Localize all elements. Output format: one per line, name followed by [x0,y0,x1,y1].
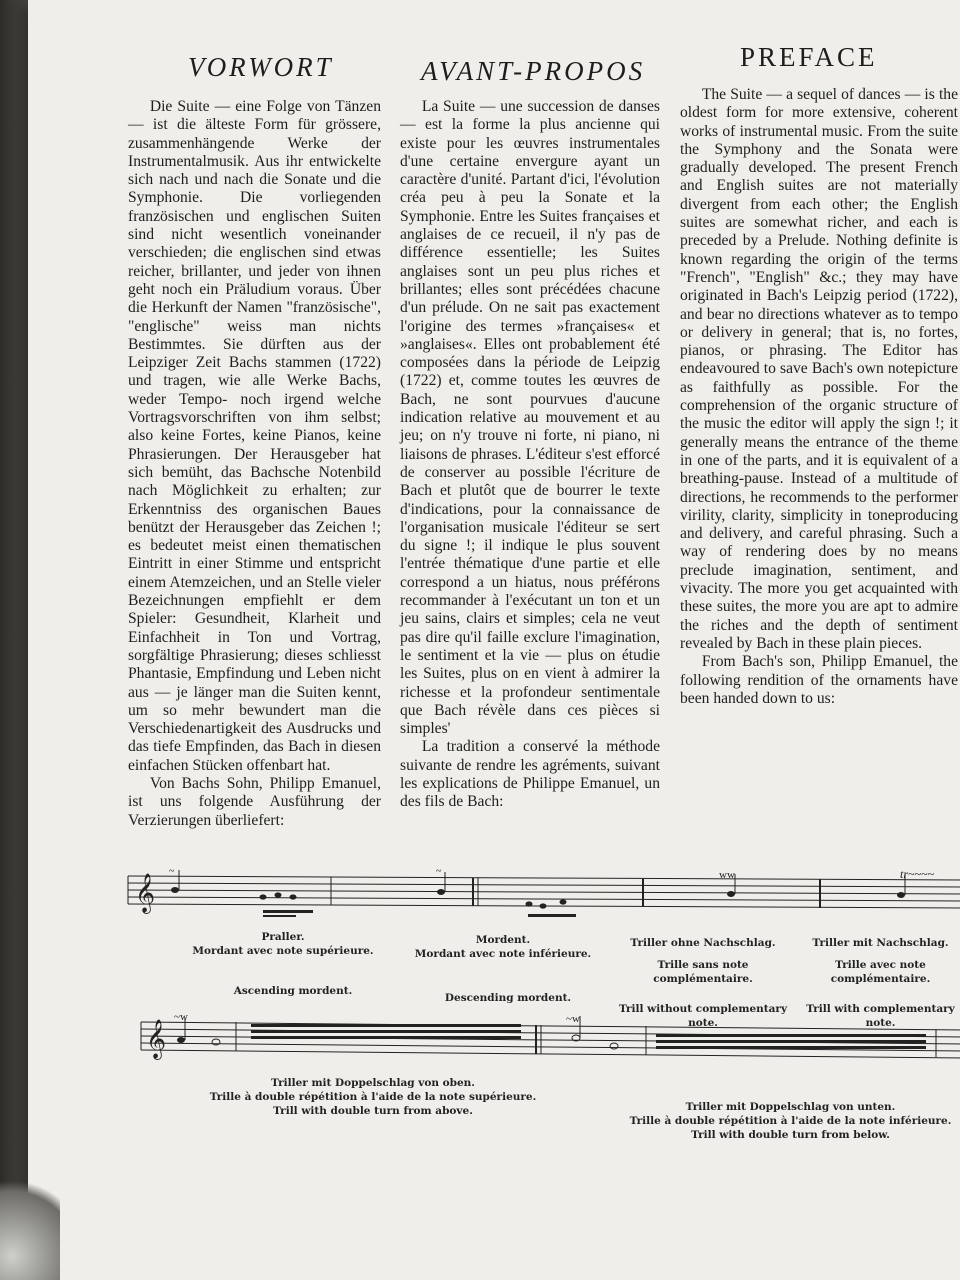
caption-trill-turn-below [618,1100,960,1142]
french-column [400,98,660,812]
caption-ascending-mordent: Ascending mordent. [233,985,353,997]
caption-praller [168,930,398,958]
german-paragraph-1: Die Suite — eine Folge von Tänzen — ist die älteste Form für grössere, zusammenhängende Werke der Instrumentalmusik. Aus ihr entwickelte sich nach und nach die Sonate und die Symphonie. Die vorliegenden französischen und englischen Suiten sind nicht wesentlich voneinander verschieden; die englischen sind etwas reicher, brillanter, und jeder von ihnen geht noch ein Präludium voraus. Über die Herkunft der Namen "französische", "englische" weiss man nichts Bestimmtes. Sie dürften aus der Leipziger Zeit Bachs stammen (1722) und tragen, wie alle Werke Bachs, weder Tempo- noch irgend welche Vortragsvorschriften von ihm selbst; also keine Fortes, keine Pianos, keine Phrasierungen. Der Herausgeber hat sich bemüht, das Bachsche Notenbild nach Möglichkeit zu erhalten; zur Erkenntniss des organischen Baues benützt der Herausgeber das Zeichen !; es bedeutet meist einen thematischen Eintritt in einer Stimme und entspricht einem Atemzeichen, und an Stelle vieler Bezeichnungen empfiehlt er dem Spieler: Gesundheit, Klarheit und Einfachheit in Ton und Vortrag, sorgfältige Phrasierung; dieses schliesst Phantasie, Empfindung und Leben nicht aus — je länger man die Suiten kennt, um so mehr bewundert man die Verschiedenartigkeit des Ausdrucks und das tiefe Empfinden, das Bach in diesen einfachen Stücken offenbart hat. [128,98,381,774]
heading-german: VORWORT [188,52,334,82]
ornament-staff-row-1 [123,862,960,922]
english-paragraph-1: The Suite — a sequel of dances — is the oldest form for more extensive, coherent works of instrumental music. From the suite the Symphony and the Sonata were gradually developed. The present French and English suites are not materially divergent from each other; the English suites are somewhat richer, and each is preceded by a Prelude. Nothing definite is known regarding the origin of the terms "French", "English" &c.; they may have originated in Bach's Leipzig period (1722), and bear no directions whatever as to tempo or delivery in general; that is, no fortes, pianos, or phrasing. The Editor has endeavoured to save Bach's own notepicture as faithfully as possible. For the comprehension of the organic structure of the music the editor will apply the sign !; it generally means the entrance of the theme in one of the parts, and it is equivalent of a breathing-pause. Instead of a multitude of directions, he recommends to the performer virility, clarity, simplicity in toneproducing and delivery, and careful phrasing. Such a way of rendering does by no means preclude imagination, sentiment, and vivacity. The more you get acquainted with these suites, the more you are apt to admire the riches and the depth of sentiment revealed by Bach in these plain pieces. [680,86,958,652]
french-paragraph-1: La Suite — une succession de danses — est la forme la plus ancienne qui existe pour les œuvres instrumentales d'une certaine envergure ayant un caractère d'unité. Partant d'ici, l'évolution créa peu à peu la Sonate et la Symphonie. Entre les Suites françaises et anglaises de ce recueil, il n'y pas de différence essentielle; les Suites anglaises sont un peu plus riches et brillantes; elles sont précédées chacune d'un prélude. On ne sait pas exactement l'origine des termes »françaises« et »anglaises«. Elles ont probablement été composées dans la période de Leipzig (1722) et, comme toutes les œuvres de Bach, ne sont pourvues d'aucune indication relative au mouvement et au jeu; on n'y trouve ni forte, ni piano, ni liaisons de phrases. L'éditeur s'est efforcé de conserver au possible l'écriture de Bach et plutôt que de bourrer le texte d'indications, pour la connaissance de l'organisation musicale l'éditeur se sert du signe !; il indique le plus souvent l'entrée thématique d'une partie et elle correspond a un hiatus, nous préférons recommander à l'exécutant un ton et un jeu sains, clairs et simples; cela ne veut pas dire qu'il faille exclure l'imagination, le sentiment et la vie — plus on étudie les Suites, plus on en vient à admirer la richesse et la profondeur sentimentale que Bach révèle dans ces pièces si simples' [400,98,660,738]
caption-line: Mordant avec note supérieure. [192,945,374,957]
caption-line: Triller ohne Nachschlag. [630,937,776,949]
caption-line: Trill without complementary note. [618,1003,788,1029]
svg-text:~: ~ [436,866,442,877]
book-page [28,0,960,1280]
caption-line: Trill with complementary note. [806,1003,955,1029]
plastic-wrap-corner [0,1160,60,1280]
german-column [128,98,381,830]
heading-english: PREFACE [740,42,878,72]
heading-french: AVANT-PROPOS [421,56,646,86]
english-column [680,86,958,708]
german-paragraph-2: Von Bachs Sohn, Philipp Emanuel, ist uns folgende Ausführung der Verzierungen überliefert: [128,774,381,829]
caption-line: Trille à double répétition à l'aide de la note inférieure. [629,1115,952,1127]
caption-line: Trill with double turn from below. [691,1129,890,1141]
caption-line: Trill with double turn from above. [273,1105,473,1117]
caption-trill-turn-above [208,1076,538,1118]
caption-line: Triller mit Nachschlag. [812,937,949,949]
ornament-staff-row-2 [136,1010,960,1085]
french-paragraph-2: La tradition a conservé la méthode suivante de rendre les agréments, suivant les explications de Philippe Emanuel, un des fils de Bach: [400,738,660,811]
caption-line: Triller mit Doppelschlag von oben. [271,1077,475,1089]
caption-line: Praller. [261,931,305,943]
caption-mordent [388,933,618,961]
caption-descending-mordent: Descending mordent. [444,992,572,1004]
caption-line: Mordent. [475,934,531,946]
svg-text:ww: ww [719,869,735,881]
caption-line: Mordant avec note inférieure. [414,948,592,960]
book-gutter-shadow [0,0,30,1280]
svg-text:~w: ~w [566,1013,580,1025]
caption-line: Trille à double répétition à l'aide de la note supérieure. [209,1091,537,1103]
treble-clef-icon: 𝄞 [135,873,156,913]
caption-line: Trille sans note complémentaire. [653,959,753,985]
svg-text:tr~~~~: tr~~~~ [900,867,934,881]
svg-text:~: ~ [169,866,175,877]
caption-line: Trille avec note complémentaire. [830,959,931,985]
caption-line: Triller mit Doppelschlag von unten. [685,1101,896,1113]
english-paragraph-2: From Bach's son, Philipp Emanuel, the following rendition of the ornaments have been handed down to us: [680,653,958,707]
treble-clef-icon: 𝄞 [146,1019,167,1059]
svg-text:~w: ~w [174,1011,188,1023]
